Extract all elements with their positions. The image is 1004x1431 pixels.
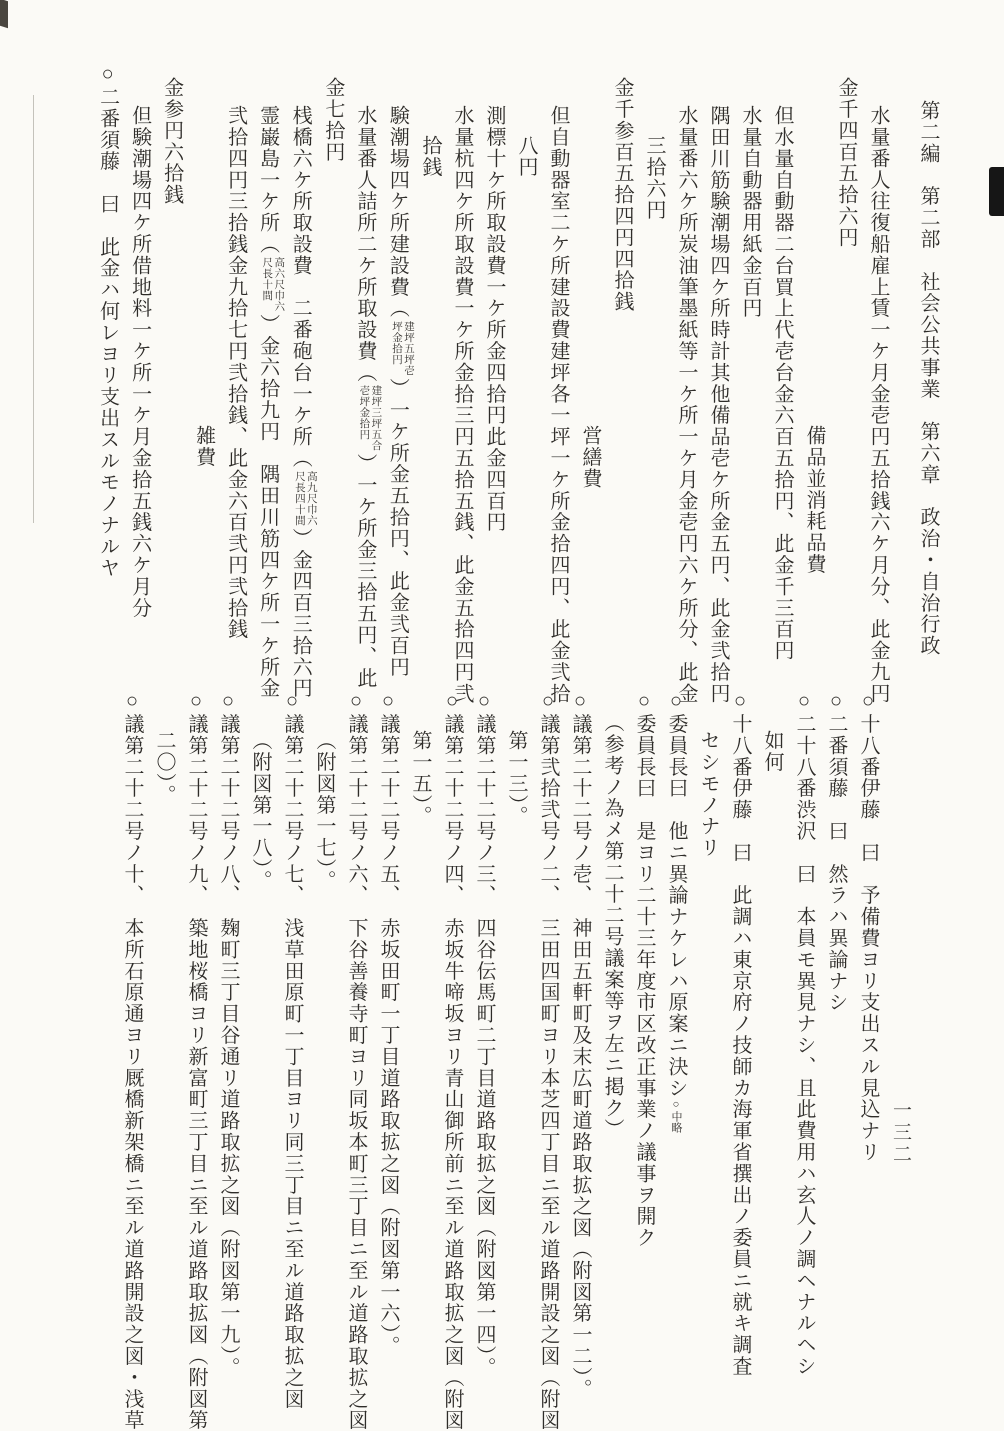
text-column-heading: 営繕費	[579, 425, 601, 490]
page-number: 一三二	[890, 1100, 911, 1166]
text-column-bullet: ○議第二十二号ノ六、 下谷善養寺町ヨリ同坂本町三丁目ニ至ル道路取拡之図	[345, 690, 367, 1431]
text-column-bullet: ○二十八番渋沢 曰 本員モ異見ナシ、且此費用ハ玄人ノ調ヘナルヘシ	[793, 690, 815, 1377]
text-column-bullet: ○議第二十二号ノ壱、 神田五軒町及末広町道路取拡之図（附図第一二）。	[569, 690, 591, 1400]
text-column-bullet: ○議第二十二号ノ九、 築地桜橋ヨリ新富町三丁目ニ至ル道路取拡図（附図第	[185, 690, 207, 1431]
text-column-cont: 拾銭	[419, 135, 441, 178]
bottom-text-block-proceedings	[94, 690, 884, 1431]
text-column-item: 測標十ケ所取設費一ケ所金四拾円此金四百円	[483, 105, 505, 533]
text-column-item: 但自動器室二ケ所建設費建坪各一坪一ケ所金拾四円、此金弐拾	[547, 105, 569, 705]
text-column-item: 隅田川筋験潮場四ケ所時計其他備品壱ケ所金五円、此金弐拾円	[707, 105, 729, 705]
text-column-cont: 二〇）。	[153, 730, 175, 806]
text-column-cont: （附図第一七）。	[313, 730, 335, 892]
scan-artifact-corner	[0, 0, 8, 28]
text-column-item: 但験潮場四ケ所借地料一ケ所一ケ月金拾五銭六ケ月分	[128, 105, 151, 619]
text-column-bullet: ○議第二十二号ノ四、 赤坂牛啼坂ヨリ青山御所前ニ至ル道路取拡之図（附図	[441, 690, 463, 1431]
text-column-header: 第二編 第二部 社会公共事業 第六章 政治・自治行政	[917, 100, 939, 657]
text-column-amount: 金七拾円	[321, 77, 344, 163]
text-column-bullet: ○議第弐拾弐号ノ二、 三田四国町ヨリ本芝四丁目ニ至ル道路開設之図（附図	[537, 690, 559, 1431]
text-column-bullet: ○二番須藤 曰 此金ハ何レヨリ支出スルモノナルヤ	[96, 63, 119, 579]
text-column-amount: 金参円六拾銭	[160, 77, 183, 206]
text-column-bullet: ○議第二十二号ノ三、 四谷伝馬町二丁目道路取拡之図（附図第一四）。	[473, 690, 495, 1379]
text-column-item: 水量自動器用紙金百円	[739, 105, 761, 319]
inline-annotation: 高九尺巾六 尺長四十間	[293, 470, 317, 526]
text-column-cont: 三拾六円	[643, 135, 665, 221]
text-column-item: 水量杭四ケ所取設費一ケ所金拾三円五拾五銭、此金五拾四円弐	[451, 105, 473, 705]
text-column-amount: 金千四百五拾六円	[835, 77, 857, 249]
text-column-bullet: ○議第二十二号ノ五、 赤坂田町一丁目道路取拡之図（附図第一六）。	[377, 690, 399, 1357]
text-column-heading: 雑費	[192, 425, 215, 468]
inline-annotation: 高六尺巾六 尺長十間	[261, 256, 285, 312]
scan-artifact-edge	[989, 167, 1004, 216]
text-column-cont: （附図第一八）。	[249, 730, 271, 892]
text-column-bullet: ○議第二十二号ノ七、 浅草田原町一丁目ヨリ同三丁目ニ至ル道路取拡之図	[281, 690, 303, 1410]
text-column-item: 弐拾四円三拾銭金九拾七円弐拾銭、此金六百弐円弐拾銭	[224, 105, 247, 640]
text-column-item: 桟橋六ケ所取設費 二番砲台一ケ所（ 高九尺巾六 尺長四十間 ）金四百三拾六円	[289, 105, 317, 700]
text-column-bullet: ○委員長曰 是ヨリ二十三年度市区改正事業ノ議事ヲ開ク	[633, 690, 655, 1249]
text-column-cont: 第一五）。	[409, 730, 431, 827]
text-column-paren: （参考ノ為メ第二十二号議案等ヲ左ニ掲ク）	[601, 712, 623, 1140]
inline-annotation: 建坪五坪壱 坪金拾円	[391, 321, 414, 376]
text-column-item: 験潮場四ケ所建設費（ 建坪五坪壱 坪金拾円 ）一ケ所金五拾円、此金弐百円	[386, 105, 414, 678]
text-column-bullet: ○十八番伊藤 曰 予備費ヨリ支出スル見込ナリ	[857, 690, 879, 1163]
page-fold-line	[33, 95, 34, 523]
text-column-bullet: ○十八番伊藤 曰 此調ハ東京府ノ技師カ海軍省撰出ノ委員ニ就キ調査	[729, 690, 751, 1377]
text-column-bullet: ○議第二十二号ノ十、 本所石原通ヨリ厩橋新架橋ニ至ル道路開設之図・浅草	[121, 690, 143, 1431]
text-column-item: 但水量自動器二台買上代壱台金六百五拾円、此金千三百円	[771, 105, 793, 662]
text-column-bullet: ○二番須藤 曰 然ラハ異論ナシ	[825, 690, 847, 1013]
text-column-cont: 如何	[761, 730, 783, 773]
text-column-heading: 備品並消耗品費	[803, 425, 825, 575]
text-column-item: 水量番人往復船雇上賃一ケ月金壱円五拾銭六ケ月分、此金九円	[867, 105, 889, 705]
inline-annotation: 建坪三坪五合 壱坪金拾円	[358, 385, 382, 452]
abbreviation-note: ○中略	[670, 1098, 682, 1133]
text-column-bullet: ○議第二十二号ノ八、 麹町三丁目谷通リ道路取拡之図（附図第一九）。	[217, 690, 239, 1379]
text-column-item: 水量番六ケ所炭油筆墨紙等一ケ所一ケ月金壱円六ケ所分、此金	[675, 105, 697, 705]
text-column-cont: セシモノナリ	[697, 730, 719, 859]
text-column-amount: 金千参百五拾四円四拾銭	[611, 77, 633, 313]
text-column-item: 霊巌島一ケ所（ 高六尺巾六 尺長十間 ）金六拾九円 隅田川筋四ケ所一ケ所金	[256, 105, 285, 700]
text-column-bullet: ○委員長曰 他ニ異論ナケレハ原案ニ決シ○中略	[665, 690, 687, 1133]
text-column-item: 水量番人詰所二ケ所取設費（ 建坪三坪五合 壱坪金拾円 ）一ケ所金三拾五円、此	[353, 105, 382, 689]
text-column-cont: 八円	[515, 135, 537, 178]
text-column-cont: 第一三）。	[505, 730, 527, 827]
top-text-block-budget-items	[72, 60, 944, 720]
